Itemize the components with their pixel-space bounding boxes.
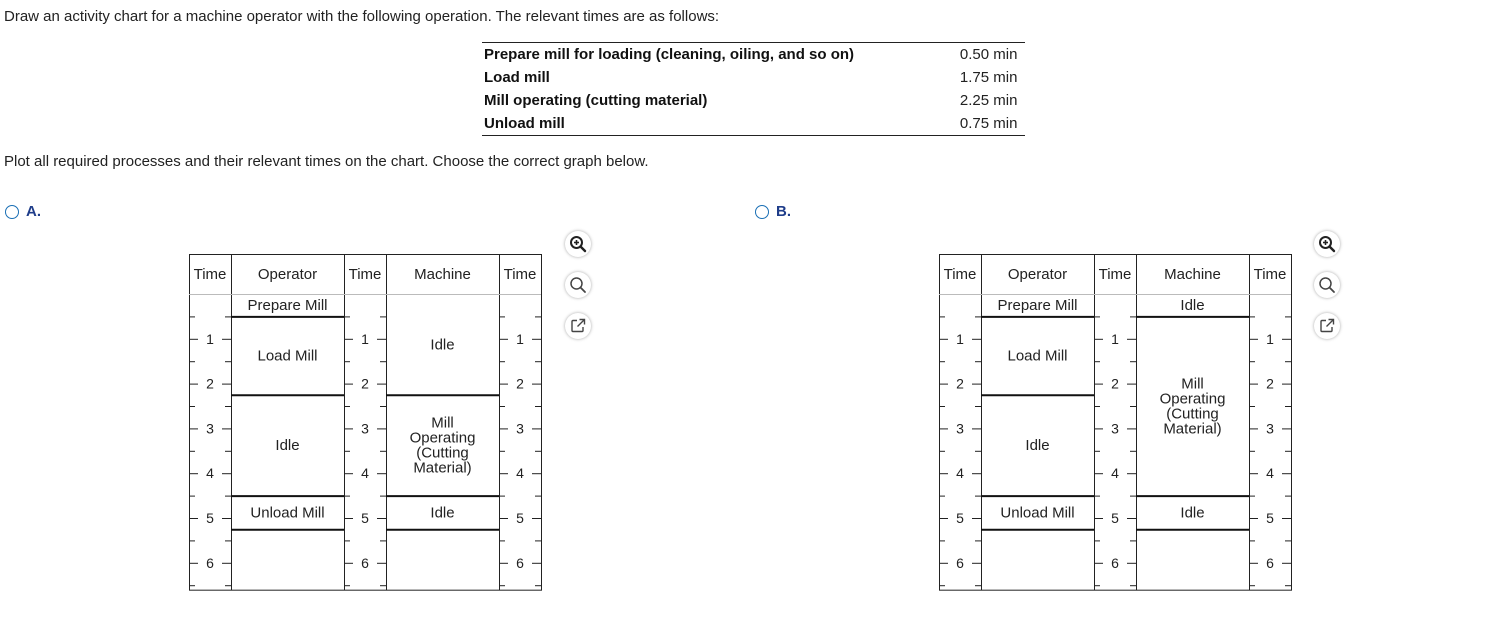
- machine-activity-label: Mill: [431, 414, 454, 432]
- time-tick-label: 5: [516, 510, 524, 526]
- activity-label: Mill operating (cutting material): [484, 92, 708, 109]
- column-header: Machine: [414, 266, 471, 283]
- time-tick-label: 2: [956, 375, 964, 392]
- machine-activity-label: Mill: [1181, 375, 1204, 393]
- time-tick-label: 4: [1111, 465, 1119, 482]
- activity-time: 1.75 min: [959, 69, 1018, 86]
- operator-activity-label: Unload Mill: [1000, 504, 1075, 522]
- option-b-radio[interactable]: [755, 205, 769, 219]
- machine-activity-label: Operating: [409, 429, 476, 447]
- zoom-out-button-a[interactable]: [565, 272, 591, 298]
- machine-activity-label: (Cutting: [1166, 405, 1219, 423]
- chart-a-group: [189, 255, 542, 591]
- column-header: Time: [193, 266, 227, 283]
- time-tick-label: 4: [516, 465, 524, 482]
- column-header: Machine: [1164, 266, 1221, 283]
- question-intro: Draw an activity chart for a machine operator with the following operation. The relevant times are as follows:: [4, 8, 720, 25]
- machine-activity-label: Idle: [1180, 297, 1205, 315]
- time-tick-label: 2: [361, 375, 369, 392]
- column-header: Time: [1253, 266, 1287, 283]
- time-tick-label: 1: [361, 330, 369, 347]
- activity-label: Prepare mill for loading (cleaning, oiling, and so on): [484, 46, 855, 63]
- table-row: [482, 89, 1025, 112]
- operator-activity-label: Idle: [1025, 437, 1050, 455]
- activity-time: 0.75 min: [959, 115, 1018, 132]
- machine-activity-label: Material): [413, 459, 472, 477]
- time-tick-label: 3: [1266, 420, 1274, 437]
- time-tick-label: 5: [1266, 510, 1274, 526]
- time-tick-label: 4: [956, 465, 964, 482]
- time-tick-label: 6: [956, 554, 964, 571]
- activity-label: Unload mill: [484, 115, 565, 132]
- option-b-label: B.: [776, 203, 791, 220]
- time-tick-label: 5: [1111, 510, 1119, 526]
- popout-button-b[interactable]: [1314, 313, 1340, 339]
- time-tick-label: 6: [206, 554, 214, 571]
- table-row: [482, 112, 1025, 136]
- column-header: Time: [943, 266, 977, 283]
- operator-activity-label: Unload Mill: [250, 504, 325, 522]
- zoom-in-icon: [569, 235, 587, 253]
- time-tick-label: 4: [1266, 465, 1274, 482]
- time-tick-label: 3: [1111, 420, 1119, 437]
- operator-activity-label: Idle: [275, 437, 300, 455]
- zoom-in-icon: [1318, 235, 1336, 253]
- machine-activity-label: Idle: [430, 336, 455, 354]
- time-tick-label: 3: [956, 420, 964, 437]
- time-tick-label: 3: [516, 420, 524, 437]
- option-b[interactable]: [755, 203, 791, 220]
- time-tick-label: 5: [206, 510, 214, 526]
- time-tick-label: 1: [1266, 330, 1274, 347]
- activity-chart-b: [939, 254, 1295, 606]
- operator-activity-label: Load Mill: [1007, 347, 1068, 365]
- column-header: Time: [503, 266, 537, 283]
- machine-activity-label: Material): [1163, 420, 1222, 438]
- column-header: Operator: [257, 266, 318, 283]
- zoom-out-icon: [1318, 276, 1336, 294]
- time-tick-label: 5: [361, 510, 369, 526]
- machine-activity-label: Idle: [430, 504, 455, 522]
- time-tick-label: 3: [206, 420, 214, 437]
- activity-label: Load mill: [484, 69, 550, 86]
- time-tick-label: 1: [956, 330, 964, 347]
- zoom-out-icon: [569, 276, 587, 294]
- time-tick-label: 1: [206, 330, 214, 347]
- zoom-in-button-a[interactable]: [565, 231, 591, 257]
- table-row: [482, 66, 1025, 89]
- column-header: Time: [348, 266, 382, 283]
- popout-icon: [1319, 318, 1335, 334]
- option-a-radio[interactable]: [5, 205, 19, 219]
- time-tick-label: 5: [956, 510, 964, 526]
- time-tick-label: 2: [206, 375, 214, 392]
- time-tick-label: 6: [516, 554, 524, 571]
- time-tick-label: 1: [1111, 330, 1119, 347]
- machine-activity-label: (Cutting: [416, 444, 469, 462]
- chart-b-group: [939, 255, 1292, 591]
- option-a-label: A.: [26, 203, 41, 220]
- question-instruction: Plot all required processes and their relevant times on the chart. Choose the correct graph below.: [4, 153, 649, 170]
- operator-activity-label: Load Mill: [257, 347, 318, 365]
- times-table: [482, 42, 1025, 136]
- popout-icon: [570, 318, 586, 334]
- time-tick-label: 1: [516, 330, 524, 347]
- activity-time: 2.25 min: [959, 92, 1018, 109]
- machine-activity-label: Operating: [1159, 390, 1226, 408]
- time-tick-label: 6: [1266, 554, 1274, 571]
- operator-activity-label: Prepare Mill: [247, 297, 328, 315]
- time-tick-label: 6: [361, 554, 369, 571]
- time-tick-label: 2: [516, 375, 524, 392]
- time-tick-label: 2: [1111, 375, 1119, 392]
- operator-activity-label: Prepare Mill: [997, 297, 1078, 315]
- zoom-out-button-b[interactable]: [1314, 272, 1340, 298]
- column-header: Operator: [1007, 266, 1068, 283]
- option-a[interactable]: [5, 203, 41, 220]
- time-tick-label: 4: [206, 465, 214, 482]
- machine-activity-label: Idle: [1180, 504, 1205, 522]
- time-tick-label: 3: [361, 420, 369, 437]
- column-header: Time: [1098, 266, 1132, 283]
- activity-time: 0.50 min: [959, 46, 1018, 63]
- zoom-in-button-b[interactable]: [1314, 231, 1340, 257]
- time-tick-label: 6: [1111, 554, 1119, 571]
- time-tick-label: 2: [1266, 375, 1274, 392]
- time-tick-label: 4: [361, 465, 369, 482]
- activity-chart-a: [189, 254, 545, 606]
- table-row: [482, 43, 1025, 67]
- popout-button-a[interactable]: [565, 313, 591, 339]
